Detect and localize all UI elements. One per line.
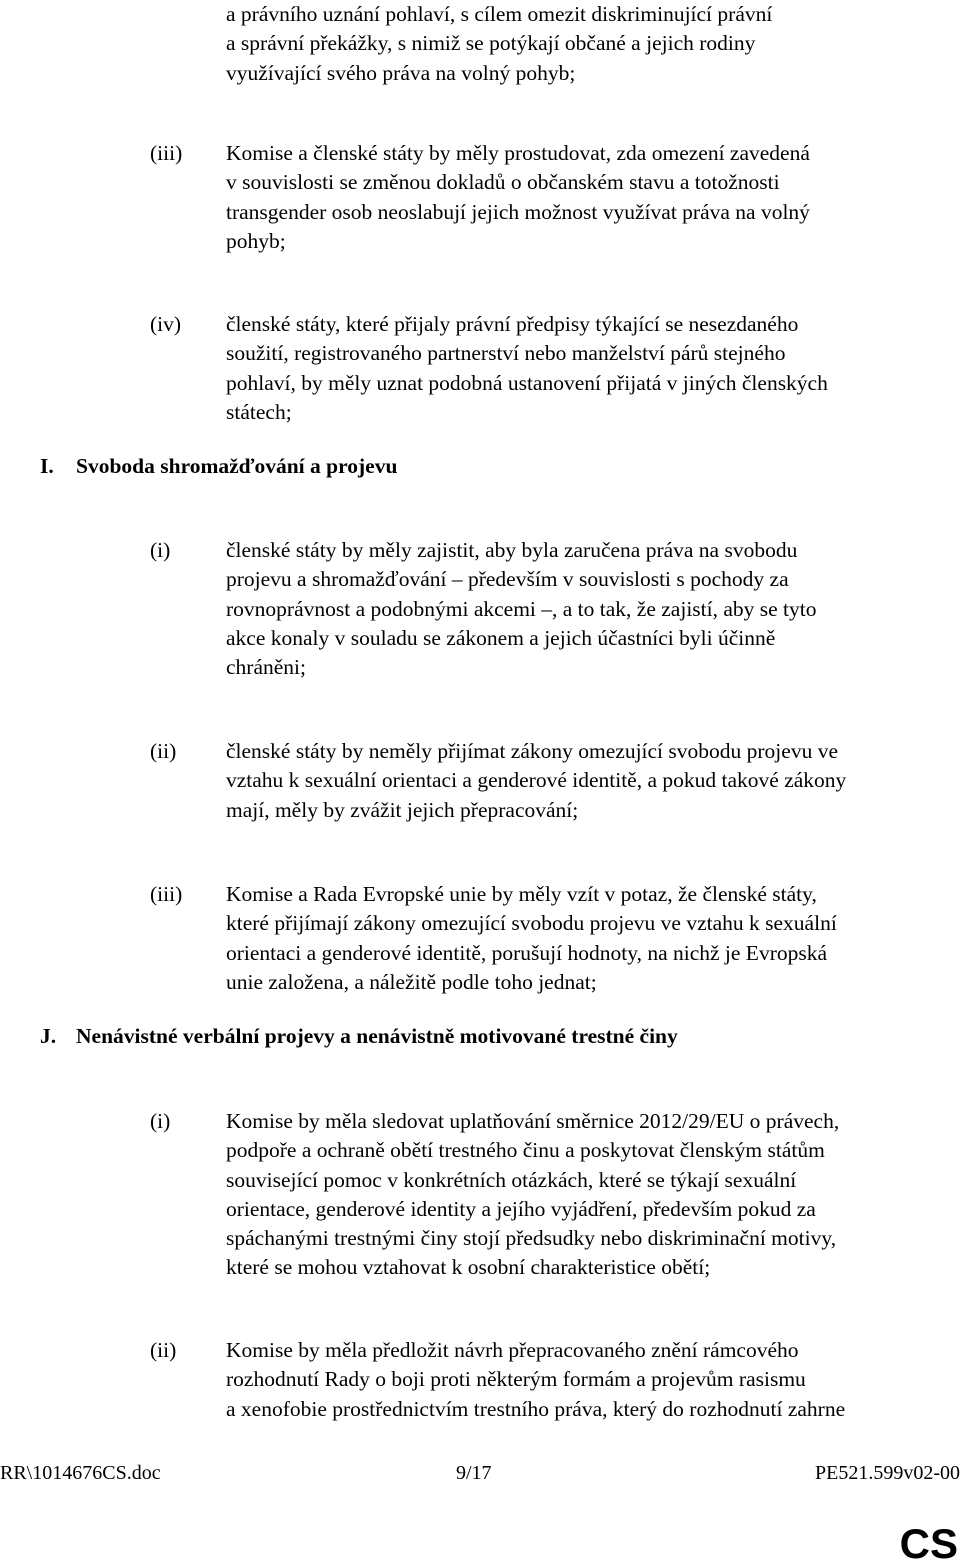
section-heading-i [40, 452, 397, 481]
item-text [226, 1107, 960, 1283]
page-number: 9/17 [456, 1462, 492, 1484]
text-line: členské státy, které přijaly právní předpisy týkající se nesezdaného [226, 312, 799, 336]
item-number: (i) [150, 1109, 171, 1133]
item-number: (i) [150, 538, 171, 562]
item-text [226, 536, 960, 682]
pe-reference: PE521.599v02-00 [815, 1462, 960, 1484]
text-line: pohlaví, by měly uznat podobná ustanovení přijatá v jiných členských [226, 370, 828, 395]
text-line: unie založena, a náležitě podle toho jednat; [226, 969, 597, 994]
text-line: využívající svého práva na volný pohyb; [226, 60, 576, 85]
text-line: členské státy by neměly přijímat zákony omezující svobodu projevu ve [226, 739, 838, 763]
text-line: členské státy by měly zajistit, aby byla zaručena práva na svobodu [226, 538, 798, 562]
text-line: a správní překážky, s nimiž se potýkají občané a jejich rodiny [226, 31, 756, 56]
item-number: (iv) [150, 312, 182, 336]
text-line: Komise a členské státy by měly prostudovat, zda omezení zavedená [226, 141, 810, 165]
item-text [226, 880, 960, 997]
document-reference: RR\1014676CS.doc [0, 1462, 161, 1484]
item-number: (ii) [150, 1338, 177, 1362]
text-line: vztahu k sexuální orientaci a genderové identitě, a pokud takové zákony [226, 768, 847, 793]
text-line: akce konaly v souladu se zákonem a jejich účastníci byli účinně [226, 625, 776, 650]
item-number: (iii) [150, 882, 183, 906]
text-line: státech; [226, 399, 292, 424]
item-number: (ii) [150, 739, 177, 763]
item-text [226, 737, 960, 825]
item-text [226, 1336, 960, 1424]
section-title: Svoboda shromažďování a projevu [76, 454, 398, 478]
intro-continuation [226, 0, 772, 88]
section-title: Nenávistné verbální projevy a nenávistně motivované trestné činy [76, 1024, 678, 1048]
section-letter: I. [40, 454, 54, 478]
text-line: chráněni; [226, 655, 306, 680]
text-line: které přijímají zákony omezující svobodu projevu ve vztahu k sexuální [226, 911, 837, 936]
text-line: pohyb; [226, 228, 286, 253]
text-line: a xenofobie prostřednictvím trestního práva, který do rozhodnutí zahrne [226, 1396, 846, 1421]
text-line: projevu a shromažďování – především v souvislosti s pochody za [226, 567, 789, 592]
text-line: rozhodnutí Rady o boji proti některým formám a projevům rasismu [226, 1367, 806, 1392]
text-line: transgender osob neoslabují jejich možnost využívat práva na volný [226, 199, 810, 224]
language-code: CS [899, 1520, 958, 1567]
text-line: rovnoprávnost a podobnými akcemi –, a to tak, že zajistí, aby se tyto [226, 596, 817, 621]
text-line: soužití, registrovaného partnerství nebo manželství párů stejného [226, 341, 786, 366]
item-text [226, 310, 960, 427]
item-text [226, 139, 960, 256]
section-heading-j [40, 1022, 678, 1051]
text-line: které se mohou vztahovat k osobní charakteristice obětí; [226, 1255, 711, 1280]
text-line: a právního uznání pohlaví, s cílem omezit diskriminující právní [226, 2, 773, 26]
text-line: v souvislosti se změnou dokladů o občanském stavu a totožnosti [226, 170, 780, 195]
item-number: (iii) [150, 141, 183, 165]
section-letter: J. [40, 1024, 57, 1048]
text-line: orientaci a genderové identitě, porušují hodnoty, na nichž je Evropská [226, 940, 828, 965]
text-line: orientace, genderové identity a jejího vyjádření, především pokud za [226, 1196, 816, 1221]
text-line: Komise a Rada Evropské unie by měly vzít v potaz, že členské státy, [226, 882, 817, 906]
text-line: spáchanými trestnými činy stojí předsudky nebo diskriminační motivy, [226, 1226, 837, 1251]
text-line: Komise by měla předložit návrh přepracovaného znění rámcového [226, 1338, 799, 1362]
text-line: Komise by měla sledovat uplatňování směrnice 2012/29/EU o právech, [226, 1109, 840, 1133]
text-line: související pomoc v konkrétních otázkách, které se týkají sexuální [226, 1167, 797, 1192]
text-line: podpoře a ochraně obětí trestného činu a poskytovat členským státům [226, 1138, 825, 1163]
text-line: mají, měly by zvážit jejich přepracování; [226, 797, 579, 822]
